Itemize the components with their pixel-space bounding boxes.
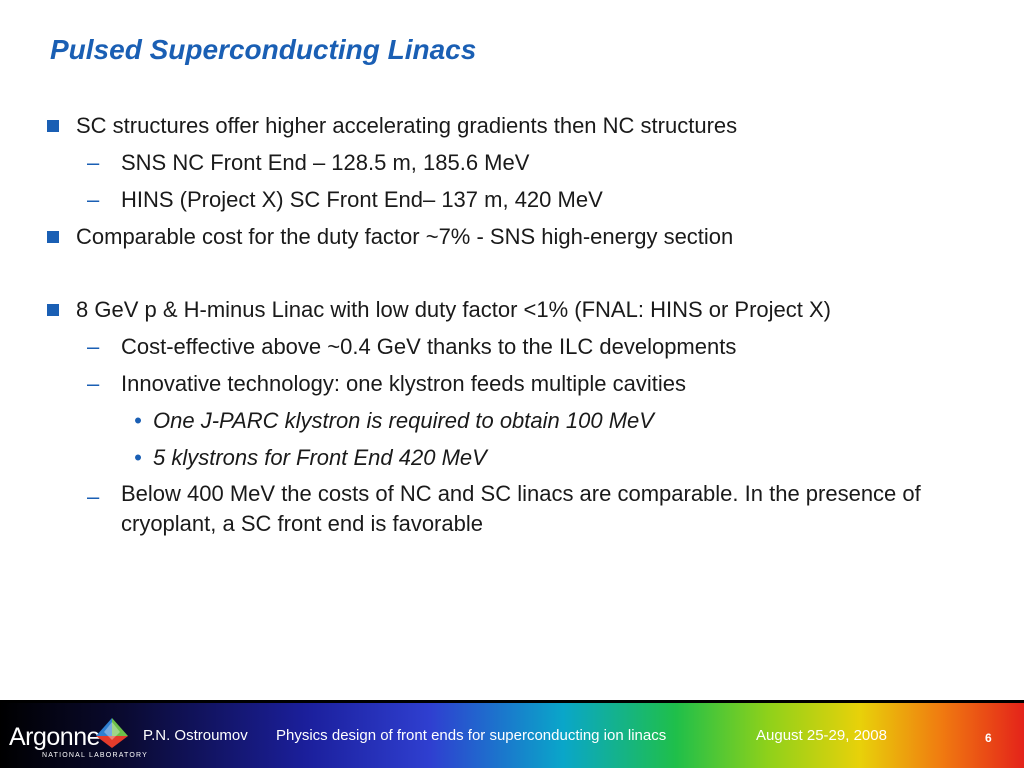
sub-bullet-item [87, 187, 603, 213]
sub-sub-bullet-item [134, 445, 487, 471]
argonne-logo-icon [92, 710, 132, 750]
bullet-text: Below 400 MeV the costs of NC and SC linacs are comparable. In the presence of cryoplant, a SC front end is favorable [121, 481, 921, 536]
logo-text: Argonne [9, 723, 101, 751]
dot-bullet-icon: • [134, 445, 142, 470]
sub-bullet-item [87, 150, 530, 176]
footer-date: August 25-29, 2008 [756, 727, 887, 744]
sub-bullet-item [87, 371, 686, 397]
square-bullet-icon [47, 120, 59, 132]
footer-author: P.N. Ostroumov [143, 727, 248, 744]
bullet-text: Innovative technology: one klystron feeds multiple cavities [121, 371, 686, 396]
bullet-item [76, 113, 737, 139]
bullet-text: SNS NC Front End – 128.5 m, 185.6 MeV [121, 150, 530, 175]
sub-bullet-item [87, 479, 941, 539]
dash-bullet-icon: – [87, 371, 100, 396]
dot-bullet-icon: • [134, 408, 142, 433]
bullet-text: Cost-effective above ~0.4 GeV thanks to the ILC developments [121, 334, 737, 359]
dash-bullet-icon: – [87, 334, 100, 359]
logo-subtext: NATIONAL LABORATORY [42, 752, 149, 759]
bullet-text: One J-PARC klystron is required to obtain 100 MeV [153, 408, 654, 433]
page-number: 6 [985, 731, 992, 745]
square-bullet-icon [47, 304, 59, 316]
sub-sub-bullet-item [134, 408, 654, 434]
bullet-text: 8 GeV p & H-minus Linac with low duty factor <1% (FNAL: HINS or Project X) [76, 297, 831, 322]
bullet-item [76, 297, 831, 323]
footer-talk-title: Physics design of front ends for superconducting ion linacs [276, 727, 667, 744]
bullet-text: 5 klystrons for Front End 420 MeV [153, 445, 487, 470]
square-bullet-icon [47, 231, 59, 243]
slide-title: Pulsed Superconducting Linacs [50, 34, 477, 65]
sub-bullet-item [87, 334, 737, 360]
dash-bullet-icon: – [87, 187, 100, 212]
dash-bullet-icon: – [87, 484, 100, 509]
bullet-item [76, 224, 733, 250]
dash-bullet-icon: – [87, 150, 100, 175]
bullet-text: HINS (Project X) SC Front End– 137 m, 420 MeV [121, 187, 603, 212]
bullet-text: Comparable cost for the duty factor ~7% - SNS high-energy section [76, 224, 734, 249]
bullet-text: SC structures offer higher accelerating gradients then NC structures [76, 113, 738, 138]
